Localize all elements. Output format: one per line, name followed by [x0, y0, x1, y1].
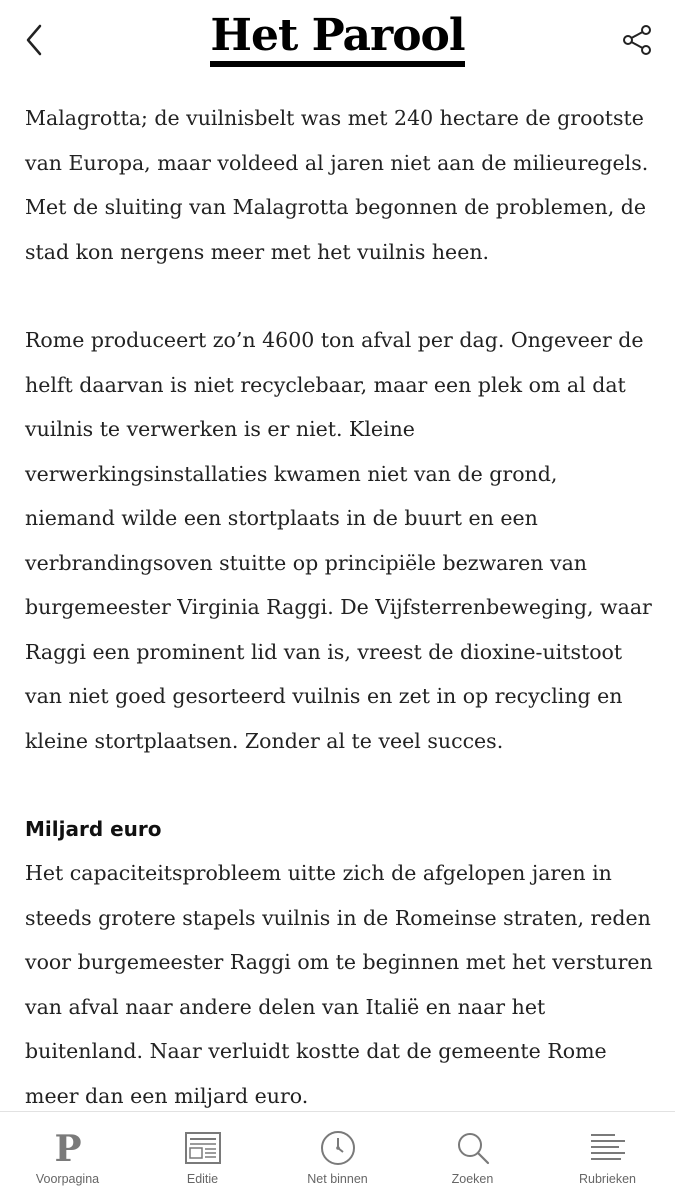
- tab-net-binnen[interactable]: [270, 1112, 405, 1200]
- app-logo[interactable]: [0, 8, 675, 67]
- tab-voorpagina[interactable]: [0, 1112, 135, 1200]
- tab-label: Net binnen: [307, 1172, 368, 1186]
- list-icon: [588, 1128, 628, 1168]
- logo-text: Het Parool: [210, 11, 464, 67]
- search-icon: [453, 1128, 493, 1168]
- tab-label: Rubrieken: [579, 1172, 636, 1186]
- app-header: [0, 0, 675, 80]
- tab-rubrieken[interactable]: [540, 1112, 675, 1200]
- tab-editie[interactable]: [135, 1112, 270, 1200]
- article-paragraph: Malagrotta; de vuilnisbelt was met 240 hectare de grootste van Europa, maar voldeed al jaren niet aan de milieuregels. Met de sluiting van Malagrotta begonnen de problemen, de stad kon nergens meer met het vuilnis heen.: [25, 106, 649, 264]
- share-button[interactable]: [619, 22, 655, 58]
- tab-label: Voorpagina: [35, 1172, 100, 1186]
- bottom-tab-bar: [0, 1111, 675, 1200]
- clock-icon: [318, 1128, 358, 1168]
- tab-label: Editie: [186, 1172, 219, 1186]
- article-paragraph: Rome produceert zo’n 4600 ton afval per dag. Ongeveer de helft daarvan is niet recyclebaar, maar een plek om al dat vuilnis te verwerken is er niet. Kleine verwerkingsinstallaties kwamen niet van de grond, niemand wilde een stortplaats in de buurt en een verbrandingsoven stuitte op principiële bezwaren van burgemeester Virginia Raggi. De Vijfsterrenbeweging, waar Raggi een prominent lid van is, vreest de dioxine-uitstoot van niet goed gesorteerd vuilnis en zet in op recycling en kleine stortplaatsen. Zonder al te veel succes.: [25, 328, 652, 753]
- tab-zoeken[interactable]: [405, 1112, 540, 1200]
- newspaper-icon: [183, 1128, 223, 1168]
- share-icon: [619, 22, 655, 58]
- parool-p-icon: [48, 1128, 88, 1168]
- article-subheading: Miljard euro: [25, 817, 162, 841]
- article-paragraph: Het capaciteitsprobleem uitte zich de afgelopen jaren in steeds grotere stapels vuilnis in de Romeinse straten, reden voor burgemeester Raggi om te beginnen met het versturen van afval naar andere delen van Italië en naar het buitenland. Naar verluidt kostte dat de gemeente Rome meer dan een miljard euro.: [25, 861, 653, 1108]
- tab-label: Zoeken: [451, 1172, 494, 1186]
- svg-text:P: P: [53, 1130, 82, 1166]
- article-body: [25, 96, 653, 1118]
